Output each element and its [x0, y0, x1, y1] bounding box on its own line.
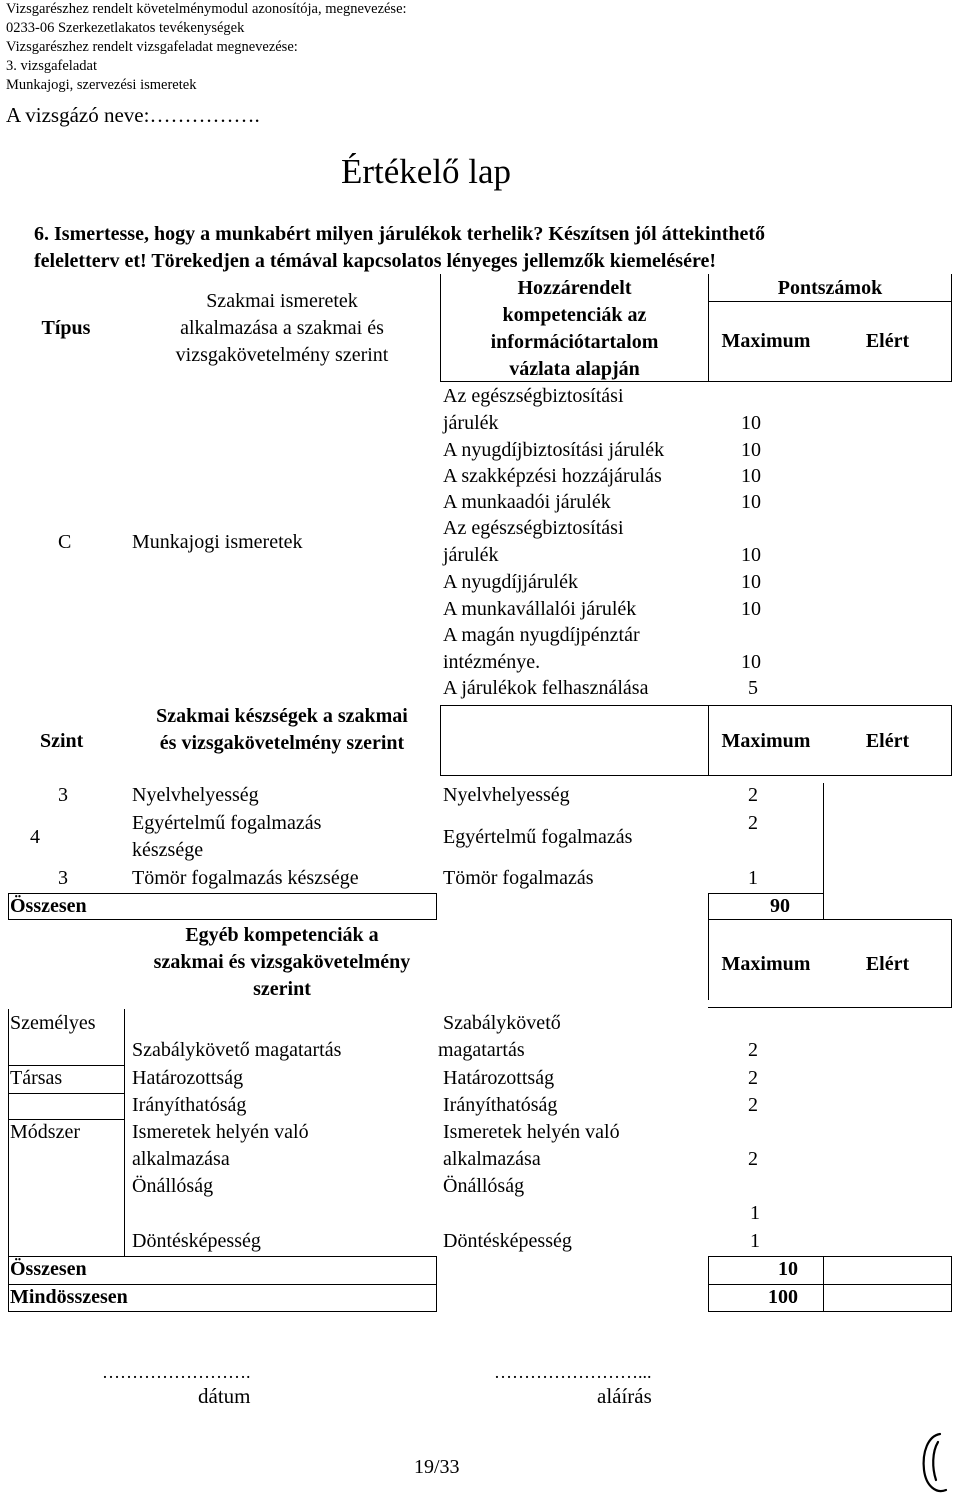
list-item-competency: Az egészségbiztosítási járulék: [443, 385, 624, 434]
list-item-max: 5: [748, 677, 758, 699]
table-row-max: 1: [748, 867, 758, 889]
table-row-max: 1: [750, 1202, 760, 1224]
table-row-competency: Határozottság: [443, 1067, 555, 1089]
other-header: [124, 922, 440, 1003]
header-module-label: Vizsgarészhez rendelt követelménymodul azonosítója, megnevezése:: [6, 1, 407, 17]
page-number: 19/33: [414, 1456, 460, 1478]
question-text: [34, 221, 765, 275]
candidate-name-line: A vizsgázó neve:…………….: [6, 103, 260, 127]
table-row-max: 2: [748, 1067, 758, 1089]
question-line-2: feleletterv et! Törekedjen a témával kapcsolatos lényeges jellemzők kiemelésére!: [34, 250, 717, 272]
table-row-skill: Szabálykövető magatartás: [132, 1039, 342, 1061]
table-row-max: 2: [748, 784, 758, 806]
section-c-subject: Munkajogi ismeretek: [132, 531, 303, 553]
list-item-competency: A szakképzési hozzájárulás: [443, 465, 662, 487]
list-item-max: 10: [741, 465, 761, 487]
table-row-competency: Döntésképesség: [443, 1230, 572, 1252]
table-row-competency: Irányíthatóság: [443, 1094, 558, 1116]
grand-total-value: 100: [768, 1286, 798, 1308]
table-row-category: Módszer: [10, 1121, 80, 1143]
list-item-max: 10: [741, 651, 761, 673]
table-row-competency: Önállóság: [443, 1175, 525, 1197]
list-item-max: 10: [741, 491, 761, 513]
table-row-competency: Ismeretek helyén való alkalmazása: [443, 1121, 620, 1170]
grand-total-label: Mindösszesen: [10, 1286, 128, 1308]
table-row-level: 3: [58, 784, 68, 806]
signature-dotted-line: ……………………...: [494, 1362, 652, 1382]
table-row-max: 2: [748, 812, 758, 834]
list-item-competency: A nyugdíjbiztosítási járulék: [443, 439, 665, 461]
list-item-max: 10: [741, 439, 761, 461]
list-item-max: 10: [741, 598, 761, 620]
header-competencies-line-1: Hozzárendelt: [517, 277, 632, 299]
header-module-value: 0233-06 Szerkezetlakatos tevékenységek: [6, 20, 245, 36]
header-professional-knowledge-line-3: vizsgakövetelmény szerint: [175, 344, 389, 366]
header-task-label: Vizsgarészhez rendelt vizsgafeladat megnevezése:: [6, 39, 298, 55]
list-item-max: 10: [741, 571, 761, 593]
list-item-competency: A járulékok felhasználása: [443, 677, 649, 699]
list-item-competency: A munkavállalói járulék: [443, 598, 637, 620]
header-competencies-line-4: vázlata alapján: [509, 358, 640, 380]
header-competencies-line-3: információtartalom: [490, 331, 659, 353]
table-row-category: Társas: [10, 1067, 63, 1089]
table-row-max: 2: [748, 1039, 758, 1061]
header-competencies: [441, 275, 708, 383]
header-task-number: 3. vizsgafeladat: [6, 58, 97, 74]
skills-header-line-1: Szakmai készségek a szakmai: [156, 705, 408, 727]
header-achieved: Elért: [865, 330, 910, 352]
table-row-category: Személyes: [10, 1012, 96, 1034]
other-header-achieved: Elért: [865, 953, 910, 975]
header-professional-knowledge-line-1: Szakmai ismeretek: [206, 290, 358, 312]
table-row-skill: Egyértelmű fogalmazás készsége: [132, 812, 322, 861]
other-header-line-1: Egyéb kompetenciák a: [185, 924, 379, 946]
table-row-skill: Irányíthatóság: [132, 1094, 247, 1116]
skills-header-line-2: és vizsgakövetelmény szerint: [159, 732, 405, 754]
subtotal-value: 10: [778, 1258, 798, 1280]
table-row-skill: Nyelvhelyesség: [132, 784, 259, 806]
skills-header-maximum: Maximum: [721, 730, 811, 752]
subtotal-value: 90: [770, 895, 790, 917]
question-line-1: 6. Ismertesse, hogy a munkabért milyen járulékok terhelik? Készítsen jól áttekinthető: [34, 223, 766, 245]
list-item-competency: A nyugdíjjárulék: [443, 571, 578, 593]
header-maximum: Maximum: [721, 330, 811, 352]
table-row-level: 3: [58, 867, 68, 889]
list-item-competency: Az egészségbiztosítási járulék: [443, 517, 624, 566]
table-row-max: 2: [748, 1148, 758, 1170]
table-row-skill: Tömör fogalmazás készsége: [132, 867, 359, 889]
header-competencies-line-2: kompetenciák az: [502, 304, 647, 326]
table-row-competency: Egyértelmű fogalmazás: [443, 826, 633, 848]
skills-header-level: Szint: [40, 730, 84, 752]
table-row-max: 2: [748, 1094, 758, 1116]
table-row-skill: Ismeretek helyén való alkalmazása: [132, 1121, 309, 1170]
table-row-skill: Döntésképesség: [132, 1230, 261, 1252]
table-row-max: 1: [750, 1230, 760, 1252]
table-row-skill: Határozottság: [132, 1067, 244, 1089]
list-item-max: 10: [741, 544, 761, 566]
other-header-maximum: Maximum: [721, 953, 811, 975]
date-label: dátum: [198, 1384, 251, 1408]
page-title: Értékelő lap: [341, 152, 512, 191]
table-row-competency: Szabálykövető magatartás: [438, 1012, 561, 1061]
handwritten-signature: [918, 1428, 954, 1498]
section-c-type: C: [58, 531, 72, 553]
skills-header-achieved: Elért: [865, 730, 910, 752]
header-professional-knowledge-line-2: alkalmazása a szakmai és: [180, 317, 384, 339]
other-header-line-3: szerint: [253, 978, 311, 1000]
header-type: Típus: [41, 317, 91, 339]
subtotal-label: Összesen: [10, 1258, 87, 1280]
list-item-competency: A munkaadói járulék: [443, 491, 611, 513]
skills-header-skills: [124, 703, 440, 757]
header-points: Pontszámok: [777, 277, 883, 299]
subtotal-label: Összesen: [10, 895, 87, 917]
header-task-name: Munkajogi, szervezési ismeretek: [6, 77, 197, 93]
table-row-skill: Önállóság: [132, 1175, 214, 1197]
date-dotted-line: …………………….: [102, 1362, 251, 1382]
other-header-line-2: szakmai és vizsgakövetelmény: [153, 951, 411, 973]
list-item-competency: A magán nyugdíjpénztár intézménye.: [443, 624, 640, 673]
table-row-competency: Nyelvhelyesség: [443, 784, 570, 806]
header-professional-knowledge: [124, 288, 440, 369]
table-row-level: 4: [30, 826, 40, 848]
table-row-competency: Tömör fogalmazás: [443, 867, 594, 889]
signature-label: aláírás: [597, 1384, 652, 1408]
list-item-max: 10: [741, 412, 761, 434]
